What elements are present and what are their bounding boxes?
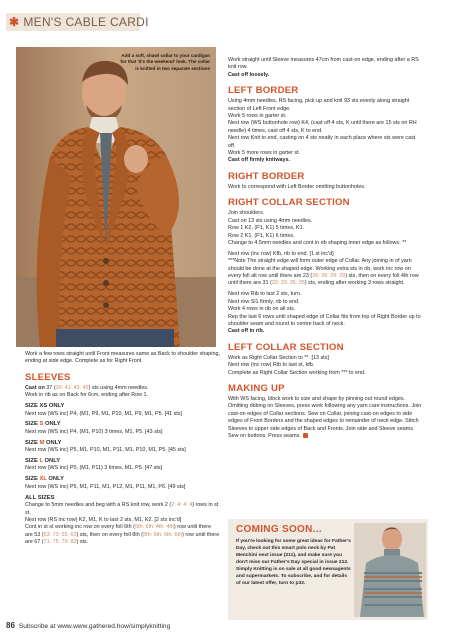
all-text: ) rows in st st.	[25, 502, 219, 516]
all-text: ) sts, then on every foll 8th (	[76, 531, 144, 538]
size-code: S	[39, 421, 44, 428]
polo-neck-photo	[354, 523, 426, 617]
all-text: ) row until there are 67 (	[25, 531, 220, 546]
all-text: Change to 5mm needles and beg with a RS knit row, work 2 (	[25, 502, 172, 509]
rc-line: ***Note The straight edge will form outer edge of Collar. Any joining in of yarn should be done at the shaped edge. Working extra sts in rib, work inc row on every foll alt row until there are 23 (	[228, 258, 412, 280]
all-sizes: 71: 75: 79: 83	[43, 539, 77, 546]
right-column	[228, 57, 423, 444]
left-border-heading: LEFT BORDER	[228, 85, 299, 97]
making-up-text	[228, 396, 423, 440]
all-sizes-label: ALL SIZES	[25, 494, 55, 501]
coming-soon-text: If you're looking for some great ideas for Father's Day, check out this smart polo neck by Pat Menchini next issue (211), and make sure you don't miss our Father's Day special in issue 212. Simply Knitting is on sale at all good newsagents and supermarkets. To subscribe, and for details of our latest offer, turn to p32.	[236, 539, 351, 586]
page-footer	[6, 621, 170, 631]
cast-on-text: 37 (	[44, 384, 56, 391]
size-s-label	[25, 421, 220, 428]
end-square-icon	[303, 433, 308, 438]
cast-on-sizes: 39: 41: 43: 45	[55, 384, 89, 391]
size-suffix: ONLY	[42, 458, 61, 465]
making-up-heading: MAKING UP	[228, 383, 285, 394]
rc-line: Next row (inc row) Kfb, rib to end. [1 st inc'd]	[228, 250, 334, 257]
all-text: ) sts.	[76, 539, 89, 546]
all-sizes-text	[25, 502, 220, 546]
size-xs-label: SIZE XS ONLY	[25, 403, 65, 410]
sleeves-cast-on	[25, 385, 220, 400]
size-prefix: SIZE	[25, 421, 40, 428]
size-prefix: SIZE	[25, 476, 40, 483]
all-sizes: 63: 73: 55: 63	[43, 531, 77, 538]
sleeve-finish	[228, 57, 423, 79]
rc-line: Join shoulders.	[228, 210, 265, 217]
size-m-label	[25, 440, 220, 447]
sleeves-rib: Work in rib as on Back for 6cm, ending after Row 1.	[25, 392, 149, 399]
size-xs-text: Next row (WS inc) P4, (M1, P9, M1, P10, M1, P9, M1, P5. [41 sts]	[25, 410, 182, 417]
left-border-text	[228, 98, 423, 165]
page-number: 86	[6, 621, 15, 630]
size-suffix: ONLY	[43, 421, 61, 428]
size-s-text: Next row (WS inc) P4, (M1, P10) 3 times, M1, P5. [43 sts]	[25, 428, 163, 435]
rc-line: Rep the last 6 rows until shaped edge of Collar fits from top of Right Border up to shoulder seam and round to centre back of neck.	[228, 313, 421, 327]
rc-line: Cast on 13 sts using 4mm needles.	[228, 217, 313, 224]
size-code: M	[39, 439, 45, 446]
right-collar-heading: RIGHT COLLAR SECTION	[228, 197, 350, 209]
cardigan-photo	[16, 47, 216, 347]
right-collar-shaping	[228, 251, 423, 288]
size-prefix: SIZE	[25, 458, 40, 465]
sleeve-cast-off: Cast off loosely.	[228, 71, 270, 78]
rc-line: Next row Sl1 firmly, rib to end.	[228, 298, 300, 305]
size-l-text: Next row (WS inc) P5, (M1, P11) 3 times, M1, P5. [47 sts]	[25, 465, 163, 472]
right-border-text: Work to correspond with Left Border omitting buttonholes.	[228, 183, 366, 190]
lb-line: Next row (WS buttonhole row) K4, (cast off 4 sts, K until there are 15 sts on RH needle) 4 times, cast off 4 sts, K to end.	[228, 120, 417, 134]
model-illustration	[16, 47, 216, 347]
size-suffix: ONLY	[44, 439, 62, 446]
mu-line: With WS facing, block work to size and shape by pinning out round edges. Omitting ribbing on Sleeves, press work following any yarn care instructions. Join cast-on edges of Collar sections. Sew on Collar, joining cast-on edges to side edges of Front Borders and the shaped edges to remainder of neck edge. Stitch Sleeves to upper side edges of Back and Fronts. Join side and Sleeve seams. Sew on buttons. Press seams.	[228, 396, 422, 440]
rc-line: Work 4 rows in rib on all sts.	[228, 306, 296, 313]
lb-line: Next row Knit to end, casting on 4 sts neatly in each place where sts were cast off.	[228, 135, 416, 149]
cast-on-label: Cast on	[25, 384, 45, 391]
size-l-label	[25, 458, 220, 465]
footer-link[interactable]: Subscribe at www.www.gathered.how/simplyknitting	[18, 623, 171, 630]
sleeves-heading: SLEEVES	[25, 371, 71, 383]
page-title	[9, 13, 149, 31]
rc-line: Next row Rib to last 2 sts, turn.	[228, 291, 302, 298]
coming-soon-title: COMING SOON...	[236, 524, 322, 535]
right-collar-finish	[228, 291, 423, 335]
lb-line: Using 4mm needles, RS facing, pick up and knit 93 sts evenly along straight section of Left Front edge.	[228, 98, 410, 112]
rc-line: ) sts, then on every foll 4th row until there are 31 (	[228, 273, 419, 287]
all-text: Cont in st st working inc row on every foll 6th (	[25, 524, 135, 531]
size-m-text: Next row (WS inc) P5, M1, P10, M1, P11, M1, P10, M1, P5. [45 sts]	[25, 447, 186, 454]
all-sizes: 6th: 6th: 4th: 4th	[134, 524, 174, 531]
rc-line: Change to 4.5mm needles and cont in rib shaping inner edge as follows. **	[228, 239, 407, 246]
size-suffix: ONLY	[46, 476, 64, 483]
lb-line: Work 5 more rows in garter st.	[228, 150, 301, 157]
all-sizes: 8th: 6th: 6th: 6th	[143, 531, 183, 538]
size-code: XL	[39, 476, 47, 483]
rc-line: Row 1 K2, (P1, K1) 5 times, K1.	[228, 225, 305, 232]
left-collar-text	[228, 355, 423, 377]
cast-on-text-end: ) sts using 4mm needles.	[88, 384, 149, 391]
rc-sizes: 33: 33: 35: 35	[271, 280, 305, 287]
front-intro: Work a few rows straight until Front measures same as Back to shoulder shaping, ending at side edge. Complete as for Right Front.	[25, 351, 220, 365]
lb-line: Cast off firmly knitways.	[228, 157, 291, 164]
sleeve-finish-text: Work straight until Sleeve measures 47cm from cast-on edge, ending after a RS knit row.	[228, 57, 419, 71]
rc-line: Row 2 K1, (P1, K1) 6 times.	[228, 232, 295, 239]
left-collar-heading: LEFT COLLAR SECTION	[228, 341, 344, 353]
size-code: L	[39, 458, 43, 465]
size-xl-label	[25, 476, 220, 483]
all-sizes: 2: 4: 4: 4	[171, 502, 193, 509]
right-collar-text	[228, 210, 423, 247]
coming-soon-box	[228, 519, 428, 620]
lc-line: Complete as Right Collar Section working from *** to end.	[228, 369, 366, 376]
left-column	[25, 351, 220, 550]
rc-line: ) sts, ending after working 3 rows straight.	[304, 280, 405, 287]
inc-row: Next row (RS inc row) K2, M1, K to last 2 sts, M1, K2. [2 sts inc'd]	[25, 516, 182, 523]
rc-sizes: 26: 26: 29: 29	[312, 273, 346, 280]
rc-line: Cast off in rib.	[228, 328, 265, 335]
size-prefix: SIZE	[25, 439, 40, 446]
all-text: ) row until there are 53 (	[25, 524, 212, 538]
lc-line: Work as Right Collar Section to **. [13 sts]	[228, 354, 329, 361]
star-icon: ✱	[9, 15, 20, 29]
right-border-heading: RIGHT BORDER	[228, 170, 305, 182]
lb-line: Work 5 rows in garter st.	[228, 113, 287, 120]
lc-line: Next row (inc row) Rib to last st, kfb.	[228, 362, 315, 369]
photo-caption: Add a soft, shawl collar to your cardigan for that 'it's the weekend' look. The collar is knitted in two separate sections	[120, 53, 210, 71]
size-xl-text: Next row (WS inc) P5, M1, P11, M1, P12, M1, P11, M1, P6. [49 sts]	[25, 483, 186, 490]
page-title-text: MEN'S CABLE CARDI	[23, 15, 149, 29]
